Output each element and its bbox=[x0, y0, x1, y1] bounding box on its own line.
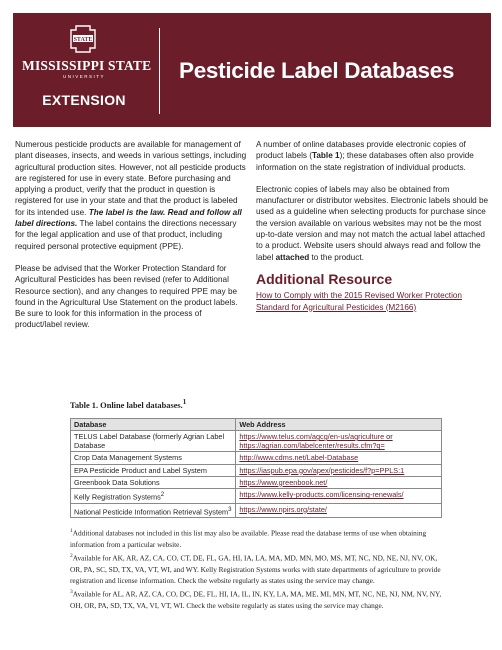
footnote: $^2$Available for AK, AR, AZ, CA, CO, CT, DE, FL, GA, HI, IA, LA, MA, MD, MN, MO, MS, MT, NC, ND, NE, NJ, NV, OK, OR, PA, SC, SD, TX, VA, VT, WI, and WY. Kelly Registration Systems works with state departments of agriculture to provide registration and license information. Check the website regularly as states using the service may change. bbox=[70, 553, 441, 585]
electronic-labels-paragraph: Electronic copies of labels may also be obtained from manufacturer or distributor websites. Electronic labels should be used as a guideline when selecting products for purchase since the version available on various websites may not be the most up-to-date version and may not match the actual label attached to a product. Website users should always read and follow the label attached to the product. bbox=[256, 184, 489, 262]
header-web-address: Web Address bbox=[236, 418, 442, 430]
table-caption: Table 1. Online label databases.$^1$ bbox=[70, 398, 187, 410]
intro-paragraph: Numerous pesticide products are available for management of plant diseases, insects, and weeds in various settings, including agricultural production sites. However, not all pesticide products are registered for use in every state. Before purchasing and applying a product, verify that the product in question is registered for use in your state and that the product is labeled for its intended use. The label is the law. Read and follow all label directions. The label contains the directions necessary for the legal application and use of that product, including required personal protective equipment (PPE). bbox=[15, 140, 247, 251]
msu-extension-logo bbox=[22, 22, 152, 116]
table-row bbox=[71, 489, 442, 504]
database-name: Kelly Registration Systems$^2$ bbox=[71, 489, 236, 504]
header-banner bbox=[0, 0, 502, 127]
table-row bbox=[71, 452, 442, 464]
unit-name: EXTENSION bbox=[42, 92, 126, 108]
wps-resource-link[interactable]: How to Comply with the 2015 Revised Worker Protection Standard for Agricultural Pesticides (M2166) bbox=[256, 291, 462, 312]
database-name: Greenbook Data Solutions bbox=[71, 476, 236, 488]
additional-resource-heading: Additional Resource bbox=[256, 270, 393, 287]
right-column bbox=[256, 139, 489, 313]
table-footnotes bbox=[70, 526, 442, 611]
header-divider bbox=[159, 28, 160, 114]
wps-paragraph: Please be advised that the Worker Protection Standard for Agricultural Pesticides has been revised (refer to Additional Resource section), and any changes to required PPE may be found in the Agricultural Use Statement on the product labels. Be sure to look for this information in the process of product/label review. bbox=[15, 263, 238, 330]
footnote: $^3$Available for AL, AR, AZ, CA, CO, DC, DE, FL, HI, IA, IL, IN, KY, LA, MA, ME, MI, MN, MT, NC, NE, NJ, NM, NV, NY, OH, OR, PA, SD, TX, VA, VI, VT, WI. Check the website regularly as states using the service may change. bbox=[70, 589, 442, 610]
footnote: $^1$Additional databases not included in this list may also be available. Please read the database terms of use when obtaining information from a particular website. bbox=[70, 528, 427, 549]
web-address-link[interactable]: https://www.telus.com/agcg/en-us/agriculture or https://agrian.com/labelcenter/results.cfm?q= bbox=[236, 431, 442, 452]
left-column bbox=[15, 139, 247, 342]
database-name: Crop Data Management Systems bbox=[71, 452, 236, 464]
table-header-row bbox=[71, 418, 442, 430]
page-title: Pesticide Label Databases bbox=[179, 58, 455, 83]
database-name: EPA Pesticide Product and Label System bbox=[71, 464, 236, 476]
web-address-link[interactable]: https://www.kelly-products.com/licensing-renewals/ bbox=[236, 489, 442, 504]
web-address-link[interactable]: https://iaspub.epa.gov/apex/pesticides/f?p=PPLS:1 bbox=[236, 464, 442, 476]
label-is-law: The label is the law. Read and follow all label directions. bbox=[15, 207, 242, 229]
databases-paragraph: A number of online databases provide electronic copies of product labels (Table 1); these databases often also provide information on the state registration of individual products. bbox=[256, 140, 474, 172]
table-section bbox=[70, 398, 442, 612]
table-row bbox=[71, 464, 442, 476]
database-name: National Pesticide Information Retrieval System$^3$ bbox=[71, 503, 236, 518]
table-row bbox=[71, 476, 442, 488]
svg-text:STATE: STATE bbox=[73, 36, 93, 43]
web-address-link[interactable]: https://www.npirs.org/state/ bbox=[236, 503, 442, 518]
database-name: TELUS Label Database (formerly Agrian Label Database bbox=[71, 431, 236, 452]
msu-shield-icon bbox=[68, 24, 98, 54]
header-database: Database bbox=[71, 418, 236, 430]
label-databases-table bbox=[70, 418, 442, 518]
table-row bbox=[71, 431, 442, 452]
org-sub: UNIVERSITY bbox=[62, 74, 105, 79]
web-address-link[interactable]: http://www.cdms.net/Label-Database bbox=[236, 452, 442, 464]
table-row bbox=[71, 503, 442, 518]
org-name: MISSISSIPPI STATE bbox=[22, 58, 152, 73]
web-address-link[interactable]: https://www.greenbook.net/ bbox=[236, 476, 442, 488]
